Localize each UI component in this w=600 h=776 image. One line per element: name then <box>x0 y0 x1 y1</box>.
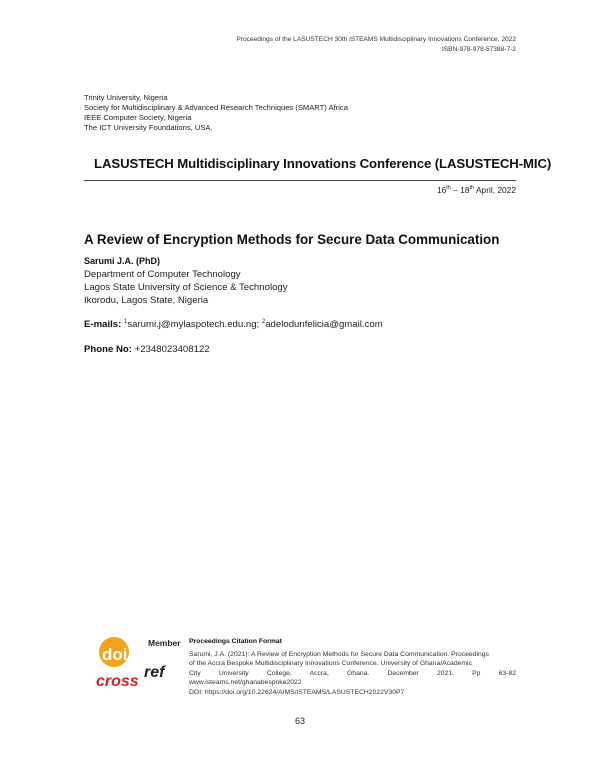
department-line-1: Department of Computer Technology <box>84 269 241 280</box>
conference-title: LASUSTECH Multidisciplinary Innovations Conference (LASUSTECH-MIC) <box>94 156 552 171</box>
end-sup: th <box>469 185 475 192</box>
logo-doi-text: doi <box>102 645 128 664</box>
page-number: 63 <box>294 716 305 726</box>
citation-url[interactable]: www.isteams.net/ghanabespoke2022 <box>189 679 302 687</box>
citation-body <box>189 650 516 697</box>
end-day: 18 <box>460 185 470 195</box>
date-rest: April, 2022 <box>474 185 516 195</box>
isbn-header: ISBN-978-978-57388-7-2 <box>441 46 516 53</box>
phone <box>84 344 210 355</box>
affiliation-4: The ICT University Foundations, USA. <box>84 123 213 132</box>
citation-doi[interactable]: DOI: https://doi.org/10.22624/AIMS/iSTEAMS/LASUSTECH2022V30P7 <box>189 688 405 696</box>
logo-cross-text: cross <box>96 673 139 690</box>
logo-member-text: Member <box>148 638 181 648</box>
phone-number: +2348023408122 <box>134 344 210 355</box>
citation-heading: Proceedings Citation Format <box>189 638 282 645</box>
running-header: Proceedings of the LASUSTECH 30th iSTEAMS Multidisciplinary Innovations Conference, 2022 <box>236 36 516 43</box>
date-separator: – <box>450 185 461 195</box>
start-day: 16 <box>436 185 447 195</box>
title-rule <box>84 180 516 181</box>
citation-line: Sarumi, J.A. (2021): A Review of Encryption Methods for Secure Data Communication. Proceedings <box>189 651 489 658</box>
affiliation-2: Society for Multidisciplinary & Advanced Research Techniques (SMART) Africa <box>84 103 348 112</box>
email-1[interactable]: sarumi.j@mylaspotech.edu.ng; <box>127 319 260 331</box>
paper-title: A Review of Encryption Methods for Secure Data Communication <box>84 232 500 247</box>
author-name: Sarumi J.A. (PhD) <box>84 256 161 266</box>
citation-line: of the Accra Bespoke Multidisciplinary Innovations Conference. University of Ghana/Academic <box>189 660 472 668</box>
phone-label: Phone No: <box>84 344 132 355</box>
emails <box>84 319 383 330</box>
start-sup: th <box>446 185 451 192</box>
crossref-member-logo <box>96 630 186 692</box>
email-2[interactable]: adelodunfelicia@gmail.com <box>265 319 383 331</box>
department-line-2: Lagos State University of Science & Technology <box>84 282 288 293</box>
email-2-mark: 2 <box>261 319 266 325</box>
department-line-3: Ikorodu, Lagos State, Nigeria <box>84 295 209 306</box>
affiliation-3: IEEE Computer Society, Nigeria <box>84 113 192 122</box>
citation-line: City University College, Accra, Ghana. December 2021. Pp 63-82 <box>189 669 516 677</box>
emails-label: E-mails: <box>84 319 122 331</box>
conference-dates <box>437 185 516 195</box>
logo-ref-text: ref <box>144 664 165 681</box>
email-1-mark: 1 <box>124 319 128 325</box>
affiliation-1: Trinity University, Nigeria <box>84 93 168 102</box>
